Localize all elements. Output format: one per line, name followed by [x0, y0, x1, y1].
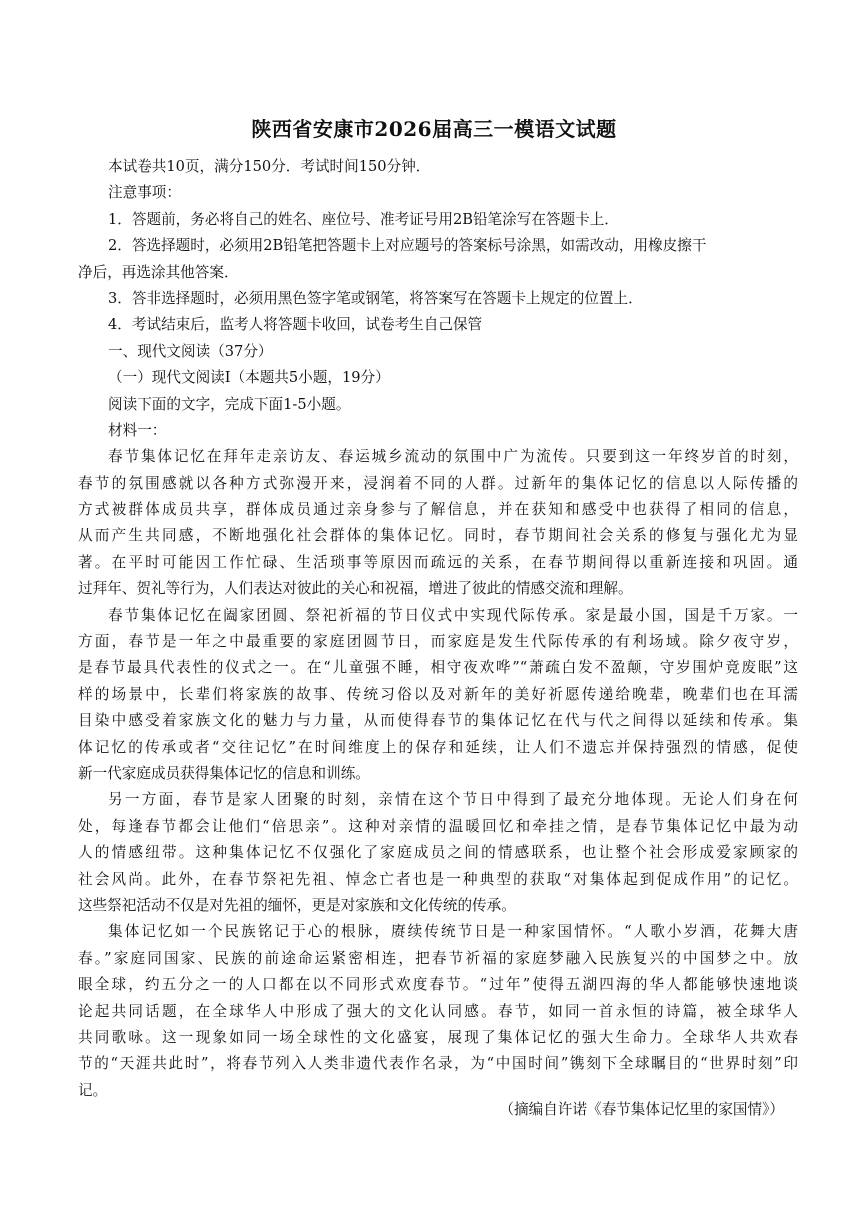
text-line: 春。”家庭同国家、民族的前途命运紧密相连，把春节祈福的家庭梦融入民族复兴的中国梦之中。放 [78, 949, 798, 967]
text-line: 1．答题前，务必将自己的姓名、座位号、准考证号用2B铅笔涂写在答题卡上． [108, 210, 619, 228]
text-line: 社会风尚。此外，在春节祭祀先祖、悼念亡者也是一种典型的获取“对集体起到促成作用”的记忆。 [78, 870, 798, 888]
text-line: 人的情感纽带。这种集体记忆不仅强化了家庭成员之间的情感联系，也让整个社会形成爱家顾家的 [78, 844, 798, 862]
text-line: 体记忆的传承或者“交往记忆”在时间维度上的保存和延续，让人们不遗忘并保持强烈的情感，促使 [78, 738, 798, 756]
subsection-heading: （一）现代文阅读Ⅰ（本题共5小题，19分） [108, 369, 390, 387]
text-line: 处，每逢春节都会让他们“倍思亲”。这种对亲情的温暖回忆和牵挂之情，是春节集体记忆中最为动 [78, 817, 798, 835]
section-heading: 一、现代文阅读（37分） [108, 342, 273, 360]
material-label: 材料一： [108, 421, 167, 439]
text-line: 节的“天涯共此时”，将春节列入人类非遗代表作名录，为“中国时间”镌刻下全球瞩目的“世界时刻”印 [78, 1055, 798, 1073]
text-line: 记。 [78, 1081, 108, 1099]
text-line: 从而产生共同感，不断地强化社会群体的集体记忆。同时，春节期间社会关系的修复与强化尤为显 [78, 527, 798, 545]
text-line: 眼全球，约五分之一的人口都在以不同形式欢度春节。“过年”使得五湖四海的华人都能够快速地谈 [78, 976, 798, 994]
text-line: 另一方面，春节是家人团聚的时刻，亲情在这个节日中得到了最充分地体现。无论人们身在何 [108, 791, 798, 809]
source-citation: （摘编自许诺《春节集体记忆里的家国情》） [499, 1101, 784, 1118]
text-line: 注意事项： [108, 184, 181, 202]
text-line: 这些祭祀活动不仅是对先祖的缅怀，更是对家族和文化传统的传承。 [78, 896, 516, 914]
text-line: 方面，春节是一年之中最重要的家庭团圆节日，而家庭是发生代际传承的有利场域。除夕夜守岁， [78, 633, 798, 651]
text-line: 集体记忆如一个民族铭记于心的根脉，赓续传统节日是一种家国情怀。“人歌小岁酒，花舞大唐 [108, 923, 798, 941]
text-line: 著。在平时可能因工作忙碌、生活琐事等原因而疏远的关系，在春节期间得以重新连接和巩固。通 [78, 553, 798, 571]
text-line: 过拜年、贺礼等行为，人们表达对彼此的关心和祝福，增进了彼此的情感交流和理解。 [78, 580, 633, 598]
text-line: 3．答非选择题时，必须用黑色签字笔或钢笔，将答案写在答题卡上规定的位置上． [108, 289, 643, 307]
text-line: 新一代家庭成员获得集体记忆的信息和训练。 [78, 764, 370, 782]
text-line: 春节集体记忆在阖家团圆、祭祀祈福的节日仪式中实现代际传承。家是最小国，国是千万家。一 [108, 606, 798, 624]
document-body [78, 154, 798, 1104]
text-line: 论起共同话题，在全球华人中形成了强大的文化认同感。春节，如同一首永恒的诗篇，被全球华人 [78, 1002, 798, 1020]
text-line: 方式被群体成员共享，群体成员通过亲身参与了解信息，并在获知和感受中也获得了相同的信息， [78, 501, 798, 519]
instruction-line: 阅读下面的文字，完成下面1-5小题。 [108, 395, 351, 413]
text-line: 本试卷共10页，满分150分．考试时间150分钟． [108, 158, 431, 175]
text-line: 春节的氛围感就以各种方式弥漫开来，浸润着不同的人群。过新年的集体记忆的信息以人际传播的 [78, 474, 798, 492]
text-line: 净后，再选涂其他答案． [78, 263, 239, 281]
text-line: 共同歌咏。这一现象如同一场全球性的文化盛宴，展现了集体记忆的强大生命力。全球华人共欢春 [78, 1028, 798, 1046]
text-line: 目染中感受着家族文化的魅力与力量，从而使得春节的集体记忆在代与代之间得以延续和传承。集 [78, 712, 798, 730]
text-line: 样的场景中，长辈们将家族的故事、传统习俗以及对新年的美好祈愿传递给晚辈，晚辈们也在耳濡 [78, 685, 798, 703]
text-line: 是春节最具代表性的仪式之一。在“儿童强不睡，相守夜欢哗”“萧疏白发不盈颠，守岁围炉竟废眠”这 [78, 659, 798, 677]
text-line: 2．答选择题时，必须用2B铅笔把答题卡上对应题号的答案标号涂黑，如需改动，用橡皮擦干 [108, 237, 707, 255]
page-title: 陕西省安康市2026届高三一模语文试题 [251, 117, 617, 141]
text-line: 4．考试结束后，监考人将答题卡收回，试卷考生自己保管 [108, 316, 483, 334]
text-line: 春节集体记忆在拜年走亲访友、春运城乡流动的氛围中广为流传。只要到这一年终岁首的时刻， [108, 448, 798, 466]
